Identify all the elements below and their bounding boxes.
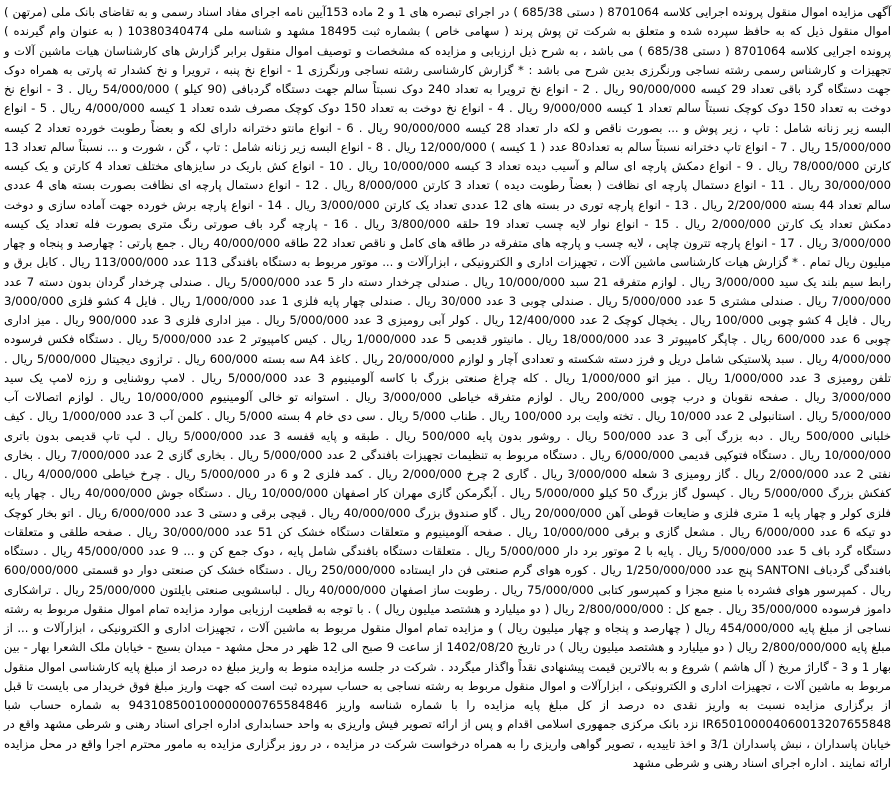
notice-body: آگهی مزایده اموال منقول پرونده اجرایی کلاسه 8701064 ( دستی 685/38 ) در اجرای تبصره های 1 و 2 ماده 153آیین نامه اجرای مفاد اسناد رسمی و به تقاضای بانک ملی (مرتهن ) اموال منقول ذیل که به حافظ سپرده شده و متعلق به شرکت تن پوش پرند ( سهامی خاص ) بشماره ثبت 18495 مشهد و شناسه ملی 10380340474 ( به عنوان وام گیرنده ) پرونده اجرایی کلاسه 8701064 ( دستی 685/38 ) می باشد ، به شرح ذیل ارزیابی و مزایده که مشخصات و توصیف اموال منقول برابر گزارش های کارشناسان هیات ماشین آلات و تجهیزات و کارشناس رسمی رشته نساجی ورنگرزی بدین شرح می باشد : * گزارش کارشناسی رشته نساجی ورنگرزی 1 - انواع نخ پنبه ، ترویرا و نخ کشدار ته پارتی به همراه دوک جهت دستگاه گرد باقی تعداد 29 کیسه 90/000/000 ریال . 2 - انواع نخ ترویرا به تعداد 240 دوک نسبتاً سالم جهت دستگاه گردبافی (90 کیلو ) 54/000/000 ریال . 3 - انواع نخ دوخت به تعداد 150 دوک کوچک نسبتاً سالم تعداد 1 کیسه 9/000/000 ریال . 4 - انواع نخ دوخت به تعداد 150 دوک کوچک مصرف شده تعداد 1 کیسه 4/000/000 ریال . 5 - انواع البسه زیر زنانه شامل : تاپ ، زیر پوش و ... بصورت ناقص و لکه دار تعداد 28 کیسه 90/000/000 ریال . 6 - انواع مانتو دخترانه دارای لکه و بعضاً رطوبت خورده تعداد 2 کیسه 15/000/000 ریال . 7 - انواع تاپ دخترانه نسبتاً سالم به تعداد80 عدد ( 1 کیسه ) 12/000/000 ریال . 8 - انواع البسه زیر زنانه شامل : تاپ ، گن ، شورت و ... نسبتاً سالم تعداد 13 کارتن 78/000/000 ریال . 9 - انواع دمکش پارچه ای سالم و آسیب دیده تعداد 3 کیسه 10/000/000 ریال . 10 - انواع کش باریک در سایزهای مختلف تعداد 4 کارتن و یک کیسه 30/000/000 ریال . 11 - انواع دستمال پارچه ای نظافت ( بعضاً رطوبت دیده ) تعداد 3 کارتن 8/000/000 ریال . 12 - انواع دستمال پارچه ای نظافت بصورت بسته های 4 عددی سالم تعداد 44 بسته 2/200/000 ریال . 13 - انواع پارچه توری در بسته های 12 عددی تعداد یک کارتن 3/000/000 ریال . 14 - انواع پارچه برش خورده جهت آماده سازی و دوخت دمکش تعداد یک کارتن 2/000/000 ریال . 15 - انواع نوار لایه چسب تعداد 19 حلقه 3/800/000 ریال . 16 - پارچه گرد باف صورتی رنگ متری بصورت فله تعداد یک کیسه 3/000/000 ریال . 17 - انواع پارچه تترون چاپی ، لایه چسب و پارچه های متفرقه در طاقه های کامل و ناقص تعداد 22 طاقه 40/000/000 ریال . جمع پارتی : چهارصد و پنجاه و چهار میلیون ریال تمام . * گزارش هیات کارشناسی ماشین آلات ، تجهیزات اداری و الکترونیکی ، ابزارآلات و ... موتور مربوط به دستگاه بافندگی 113 عدد 113/000/000 ریال . کابل برق و رابط سیم بلند یک سید 3/000/000 ریال . لوازم متفرقه 21 سبد 10/000/000 ریال . صندلی چرخدار دسته دار 5 عدد 5/000/000 ریال . صندلی چرخدار گردان بدون دسته 7 عدد 7/000/000 ریال . صندلی مشتری 5 عدد 5/000/000 ریال . صندلی چوبی 3 عدد 30/000 ریال . صندلی چهار پایه فلزی 1 عدد 1/000/000 ریال . فایل 4 کشو فلزی 3/000/000 ریال . فایل 4 کشو چوبی 100/000 ریال . یخچال کوچک 2 عدد 12/400/000 ریال . کولر آبی رومیزی 3 عدد 5/000/000 ریال . میز اداری فلزی 3 عدد 900/000 ریال . میز اداری چوبی 6 عدد 600/000 ریال . چاپگر کامپیوتر 3 عدد 18/000/000 ریال . مانیتور قدیمی 5 عدد 1/000/000 ریال . کیس کامپیوتر 2 عدد 5/000/000 ریال . دستگاه فکس فرسوده 4/000/000 ریال . سبد پلاستیکی شامل دریل و فرز دسته شکسته و تعدادی آچار و لوازم 20/000/000 ریال . کاغذ A4 سه بسته 600/000 ریال . ترازوی دیجیتال 5/000/000 ریال . تلفن رومیزی 3 عدد 1/000/000 ریال . میز اتو 1/000/000 ریال . کله چراغ صنعتی بزرگ با کاسه آلومینیوم 3 عدد 5/000/000 ریال . لامپ روشنایی و رزه لامپ یک سید 3/000/000 ریال . صفحه نقوبان و درب چوبی 200/000 ریال . لوازم متفرقه خیاطی 3/000/000 ریال . استوانه تو خالی آلومینیوم 10/000/000 ریال . لوازم اتصالات آب 5/000/000 ریال . استانبولی 2 عدد 10/000 ریال . تخته وایت برد 100/000 ریال . طناب 5/000 ریال . سی دی خام 4 بسته 5/000 ریال . کلمن آب 3 عدد 1/000/000 ریال . کیف خلبانی 500/000 ریال . دبه بزرگ آبی 3 عدد 500/000 ریال . روشور بدون پایه 500/000 ریال . طبقه و پایه قفسه 3 عدد 5/000/000 ریال . لپ تاپ قدیمی بدون باتری 10/000/000 ریال . دستگاه فتوکپی قدیمی 6/000/000 ریال . دستگاه مربوط به تنظیمات تجهیزات بافندگی 2 عدد 5/000/000 ریال . بخاری گازی 2 عدد 7/000/000 ریال . بخاری نفتی 2 عدد 2/000/000 ریال . گاز رومیزی 3 شعله 3/000/000 ریال . گاری 2 چرخ 2/000/000 ریال . کمد فلزی 2 و 6 در 5/000/000 ریال . چرخ خیاطی 4/000/000 ریال . کفکش بزرگ 5/000/000 ریال . کپسول گاز بزرگ 50 کیلو 5/000/000 ریال . آبگرمکن گازی مهران کار اصفهان 10/000/000 ریال . دستگاه جوش 40/000/000 ریال . چهار پایه فلزی کولر و چهار پایه 1 متری فلزی و ضایعات قوطی آهن 20/000/000 ریال . گاو صندوق بزرگ 40/000/000 ریال . قیچی برقی و دستی 3 عدد 6/000/000 ریال . اتو بخار کوچک دو تیکه 6 عدد 6/000/000 ریال . مشعل گازی و برقی 10/000/000 ریال . صفحه آلومینیوم و متعلقات دستگاه خشک کن 51 عدد 30/000/000 ریال . صفحه طلقی و متعلقات دستگاه گرد باف 5 عدد 5/000/000 ریال . پایه با 2 موتور برد دار 5/000/000 ریال . متعلقات دستگاه بافندگی شامل پایه ، دوک جمع کن و ... 9 عدد 45/000/000 ریال . دستگاه بافندگی گردباف SANTONI پنج عدد 1/250/000/000 ریال . کوره هوای گرم صنعتی فن دار ایستاده 250/000/000 ریال . دستگاه خشک کن صنعتی دوار دو قسمتی 600/000/000 ریال . کمپرسور هوای فشرده با منبع مجزا و کمپرسور کتابی 75/000/000 ریال . رطوبت ساز اصفهان 40/000/000 ریال . لباسشویی صنعتی بایلتون 25/000/000 ریال . تراشکاری داموز فرسوده 35/000/000 ریال . جمع کل : 2/800/000/000 ریال ( دو میلیارد و هشتصد میلیون ریال ) . با توجه به قطعیت ارزیابی موارد مزایده تمام اموال منقول مربوط به رشته نساجی از مبلغ پایه 454/000/000 ریال ( چهارصد و پنجاه و چهار میلیون ریال ) و مزایده تمام اموال منقول مربوط به ماشین آلات ، تجهیزات اداری و الکترونیکی ، ابزارآلات و ... از مبلغ پایه 2/800/000/000 ریال ( دو میلیارد و هشتصد میلیون ریال ) در تاریخ 1402/08/20 از ساعت 9 صبح الی 12 ظهر در محل مشهد - میدان بسیج - خیابان ملک الشعرا بهار - بین بهار 1 و 3 - گاراژ مربخ ( آل هاشم ) شروع و به بالاترین قیمت پیشنهادی نقداً واگذار میگردد . شرکت در جلسه مزایده منوط به واریز مبلغ ده درصد از مبلغ پایه کارشناسی اموال منقول مربوط به ماشین آلات ، تجهیزات اداری و الکترونیکی ، ابزارآلات و اموال منقول مربوط به رشته نساجی به حساب سپرده ثبت است که جهت واریز مبلغ فوق خریدار می بایست تا قبل از برگزاری مزایده نسبت به واریز نقدی ده درصد از کل مبلغ پایه مزایده را با شماره شناسه واریز 943108500100000000765584846 به شماره حساب شبا IR650100004060013207655848 نزد بانک مرکزی جمهوری اسلامی اقدام و پس از ارائه تصویر فیش واریزی به واحد حسابداری اداره اجرای اسناد رهنی و شرطی مشهد واقع در خیابان پاسداران ، نبش پاسداران 3/1 و اخذ تاییدیه ، تصویر گواهی واریزی را به همراه درخواست شرکت در مزایده ، در روز برگزاری مزایده به مامور محترم اجرا واقع در محل مزایده ارائه نمایند . اداره اجرای اسناد رهنی و شرطی مشهد <box>4 5 892 770</box>
